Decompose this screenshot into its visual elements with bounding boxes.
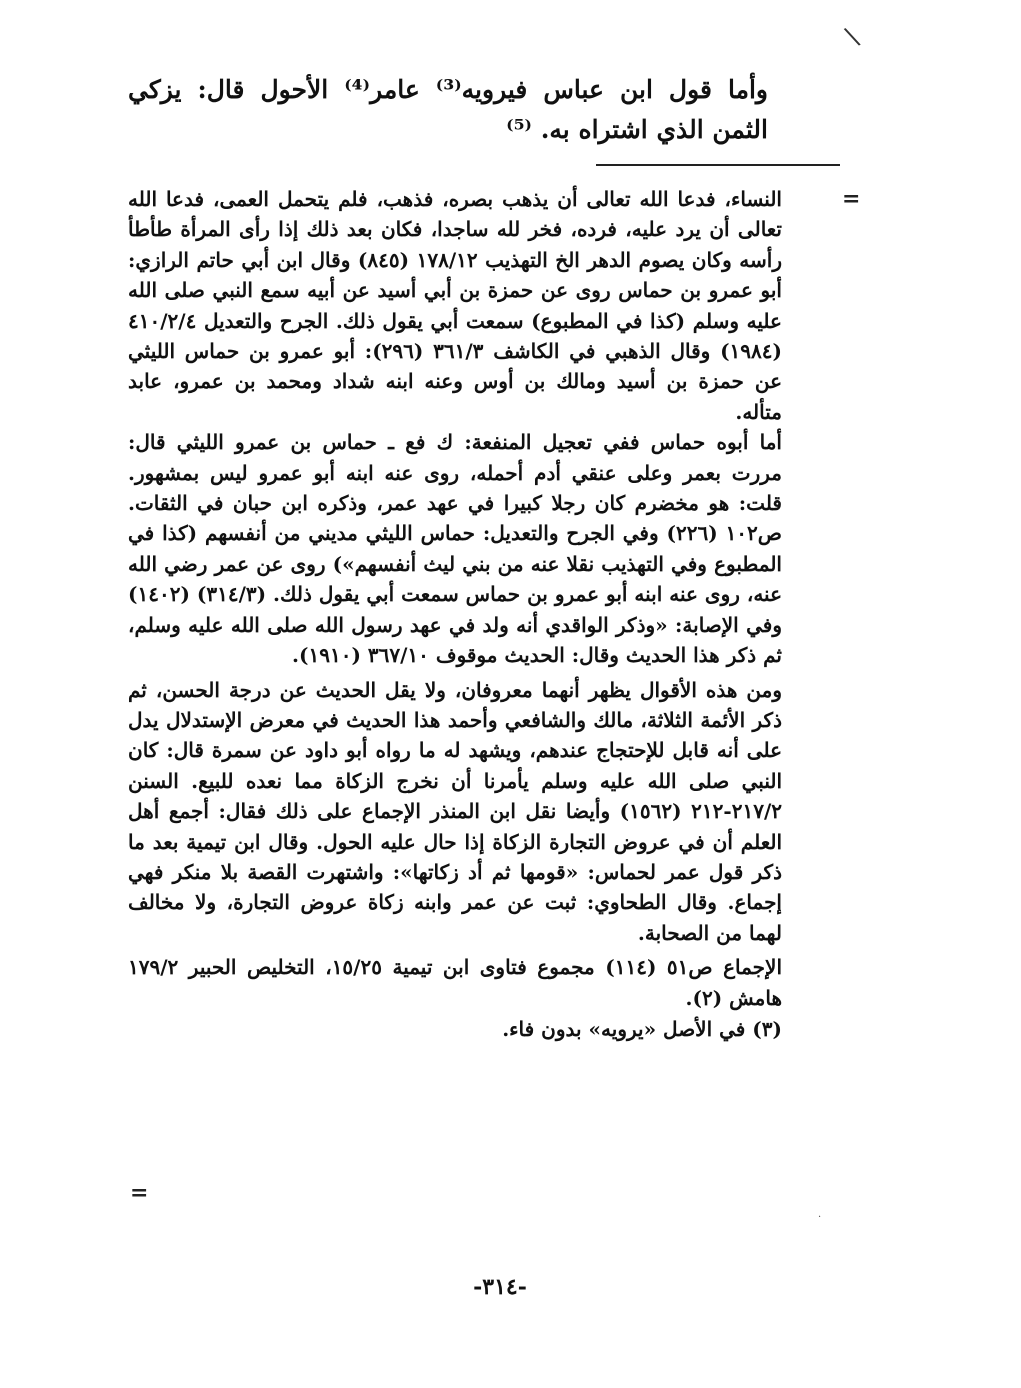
- main-text-block: [128, 70, 768, 150]
- footnote-continuation-marker: =: [842, 186, 859, 212]
- footnote-paragraph: النساء، فدعا الله تعالى أن يذهب بصره، فذهب، فلم يتحمل العمى، فدعا الله تعالى أن يرد عليه، فرده، فخر لله ساجدا، فكان بعد ذلك إذا رأى المرأة طأطأ رأسه وكان يصوم الدهر الخ التهذيب ١٧٨/١٢ (٨٤٥) وقال ابن أبي حاتم الرازي: أبو عمرو بن حماس روى عن حمزة بن أبي أسيد عن أبيه سمع النبي صلى الله عليه وسلم (كذا في المطبوع) سمعت أبي يقول ذلك. الجرح والتعديل ٤١٠/٢/٤ (١٩٨٤) وقال الذهبي في الكاشف ٣٦١/٣ (٢٩٦): أبو عمرو بن حماس الليثي عن حمزة بن أسيد ومالك بن أوس وعنه ابنه شداد ومحمد بن عمرو، عابد متأله.: [128, 187, 782, 424]
- footnote-paragraph: الإجماع ص٥١ (١١٤) مجموع فتاوى ابن تيمية ١٥/٢٥، التخليص الحبير ١٧٩/٢ هامش (٢).: [128, 955, 783, 1010]
- footnote-next-page-marker: =: [130, 1180, 147, 1206]
- scan-corner-mark: \: [842, 21, 863, 53]
- footnotes-block: [128, 184, 782, 1044]
- footnote-separator-rule: [596, 164, 840, 166]
- main-paragraph: وأما قول ابن عباس فيرويه⁽³⁾ عامر⁽⁴⁾ الأحول قال: يزكي الثمن الذي اشتراه به. ⁽⁵⁾: [128, 75, 768, 144]
- page-number: -٣١٤-: [473, 1274, 527, 1300]
- scan-speck: ·: [818, 1212, 822, 1223]
- footnote-paragraph: أما أبوه حماس ففي تعجيل المنفعة: ك فع ـ حماس بن عمرو الليثي قال: مررت بعمر وعلى عنقي أدم أحمله، روى عنه ابنه أبو عمرو ليس بمشهور. قلت: هو مخضرم كان رجلا كبيرا في عهد عمر، وذكره ابن حبان في الثقات. ص١٠٢ (٢٢٦) وفي الجرح والتعديل: حماس الليثي مديني من أنفسهم (كذا في المطبوع وفي التهذيب نقلا عنه من بني ليث أنفسهم») روى عن عمر رضي الله عنه، روى عنه ابنه أبو عمرو بن حماس سمعت أبي يقول ذلك. (٣١٤/٣) (١٤٠٢) وفي الإصابة: «وذكر الواقدي أنه ولد في عهد رسول الله صلى الله عليه وسلم، ثم ذكر هذا الحديث وقال: الحديث موقوف ٣٦٧/١٠ (١٩١٠).: [128, 430, 783, 668]
- footnote-paragraph: ومن هذه الأقوال يظهر أنهما معروفان، ولا يقل الحديث عن درجة الحسن، ثم ذكر الأئمة الثلاثة، مالك والشافعي وأحمد هذا الحديث في معرض الإستدلال يدل على أنه قابل للإحتجاج عندهم، ويشهد له ما رواه أبو داود عن سمرة قال: كان النبي صلى الله عليه وسلم يأمرنا أن نخرج الزكاة مما نعده للبيع. السنن ٢١٧/٢-٢١٢ (١٥٦٢) وأيضا نقل ابن المنذر الإجماع على ذلك فقال: أجمع أهل العلم أن في عروض التجارة الزكاة إذا حال عليه الحول. وقال ابن تيمية بعد ما ذكر قول عمر لحماس: «قومها ثم أد زكاتها»: واشتهرت القصة بلا منكر فهي إجماع. وقال الطحاوي: ثبت عن عمر وابنه زكاة عروض التجارة، ولا مخالف لهما من الصحابة.: [128, 677, 783, 945]
- footnote-3: (٣) في الأصل «يرويه» بدون فاء.: [502, 1016, 782, 1041]
